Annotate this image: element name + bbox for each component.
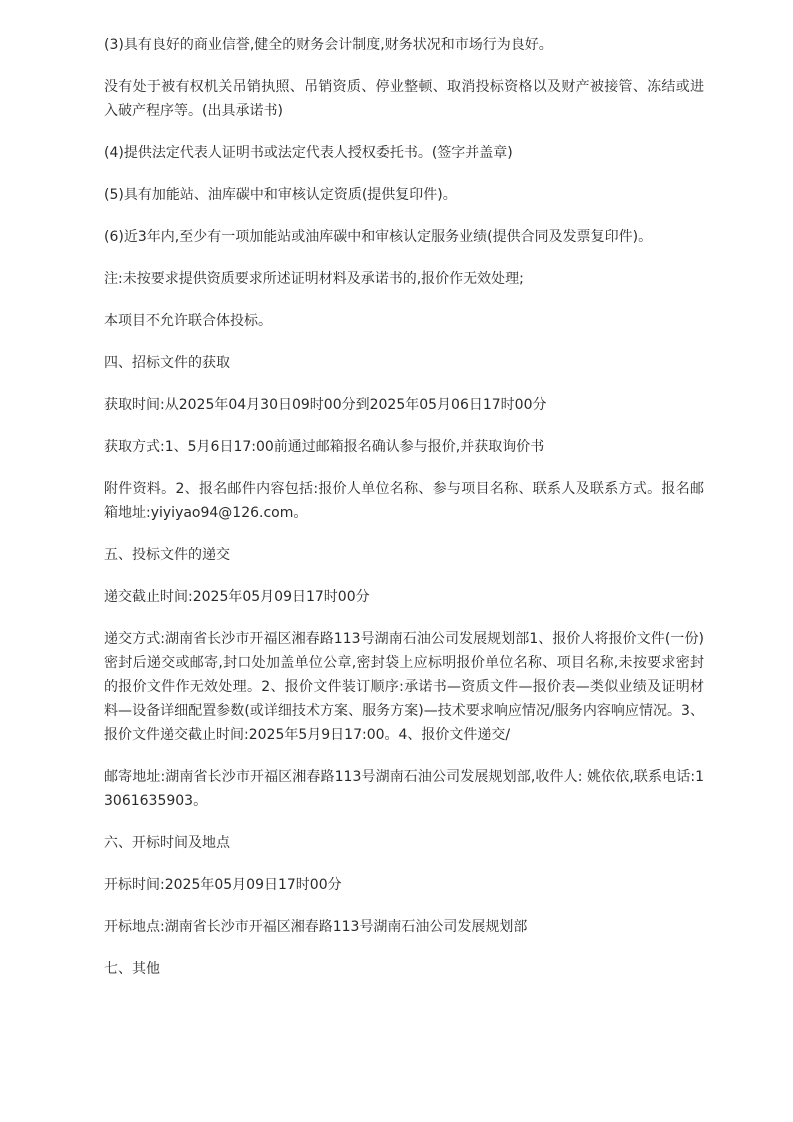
qualification-6: (6)近3年内,至少有一项加能站或油库碳中和审核认定服务业绩(提供合同及发票复印件)。: [104, 229, 653, 245]
acquisition-time: 获取时间:从2025年04月30日09时00分到2025年05月06日17时00分: [104, 397, 547, 413]
qualification-4: (4)提供法定代表人证明书或法定代表人授权委托书。(签字并盖章): [104, 145, 513, 161]
opening-time: 开标时间:2025年05月09日17时00分: [104, 877, 342, 893]
attachment-materials: 附件资料。2、报名邮件内容包括:报价人单位名称、参与项目名称、联系人及联系方式。报名邮箱地址:yiyiyao94@126.com。: [104, 481, 704, 521]
mailing-address: 邮寄地址:湖南省长沙市开福区湘春路113号湖南石油公司发展规划部,收件人: 姚依依,联系电话:13061635903。: [104, 769, 704, 809]
qualification-note: 注:未按要求提供资质要求所述证明材料及承诺书的,报价作无效处理;: [104, 271, 524, 287]
opening-location: 开标地点:湖南省长沙市开福区湘春路113号湖南石油公司发展规划部: [104, 919, 528, 935]
qualification-5: (5)具有加能站、油库碳中和审核认定资质(提供复印件)。: [104, 187, 457, 203]
qualification-3: (3)具有良好的商业信誉,健全的财务会计制度,财务状况和市场行为良好。: [104, 37, 553, 53]
section-7-heading: 七、其他: [104, 961, 160, 977]
section-5-heading: 五、投标文件的递交: [104, 547, 230, 563]
acquisition-method: 获取方式:1、5月6日17:00前通过邮箱报名确认参与报价,并获取询价书: [104, 439, 545, 455]
qualification-no-sanctions: 没有处于被有权机关吊销执照、吊销资质、停业整顿、取消投标资格以及财产被接管、冻结或进入破产程序等。(出具承诺书): [104, 79, 704, 119]
document-body: [104, 33, 704, 999]
submission-deadline: 递交截止时间:2025年05月09日17时00分: [104, 589, 370, 605]
section-4-heading: 四、招标文件的获取: [104, 355, 230, 371]
no-consortium-note: 本项目不允许联合体投标。: [104, 313, 272, 329]
section-6-heading: 六、开标时间及地点: [104, 835, 230, 851]
submission-method: 递交方式:湖南省长沙市开福区湘春路113号湖南石油公司发展规划部1、报价人将报价文件(一份)密封后递交或邮寄,封口处加盖单位公章,密封袋上应标明报价单位名称、项目名称,未按要求密封的报价文件作无效处理。2、报价文件装订顺序:承诺书—资质文件—报价表—类似业绩及证明材料—设备详细配置参数(或详细技术方案、服务方案)—技术要求响应情况/服务内容响应情况。3、报价文件递交截止时间:2025年5月9日17:00。4、报价文件递交/: [104, 631, 704, 743]
